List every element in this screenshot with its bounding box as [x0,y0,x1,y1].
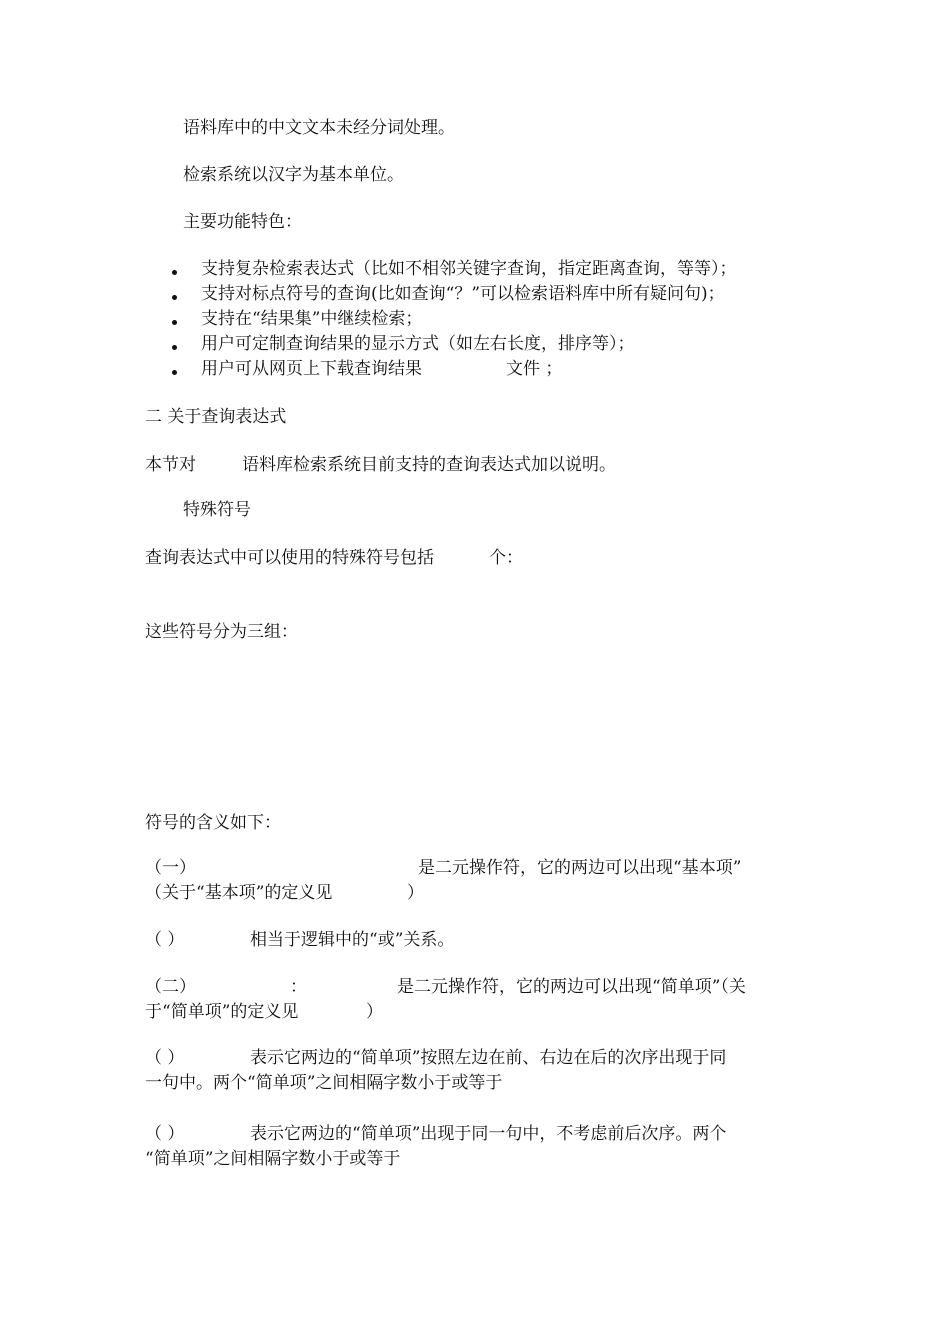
definition-4-line2: 一句中。两个“简单项”之间相隔字数小于或等于 [145,1073,503,1093]
bullet-icon [172,370,177,375]
definition-1-text: 是二元操作符，它的两边可以出现“基本项” [418,858,742,878]
feature-item: 用户可定制查询结果的显示方式（如左右长度，排序等）； [201,334,635,354]
definition-3-colon: ： [290,977,307,997]
definition-1-line2-close: ） [407,883,424,903]
bullet-icon [172,270,177,275]
bullet-icon [172,345,177,350]
feature-item: 用户可从网页上下载查询结果 [201,359,422,379]
definition-2-label: （ ） [145,930,185,950]
special-symbols-count-suffix: 个： [489,548,523,568]
definition-4-text: 表示它两边的“简单项”按照左边在前、右边在后的次序出现于同 [250,1048,727,1068]
definition-3-line2: 于“简单项”的定义见 [145,1002,299,1022]
definition-3-label: （二） [145,977,196,997]
definition-4-label: （ ） [145,1048,185,1068]
definition-5-text: 表示它两边的“简单项”出现于同一句中，不考虑前后次序。两个 [250,1124,727,1144]
definition-1-label: （一） [145,858,196,878]
feature-item: 支持复杂检索表达式（比如不相邻关键字查询，指定距离查询，等等）； [201,259,737,279]
definition-3-text: 是二元操作符，它的两边可以出现“简单项”（关 [397,977,746,997]
section-intro: 语料库检索系统目前支持的查询表达式加以说明。 [242,455,616,475]
feature-item-suffix: 文件 ； [506,359,563,379]
definition-1-line2: （关于“基本项”的定义见 [145,883,333,903]
bullet-icon [172,295,177,300]
features-heading: 主要功能特色： [183,212,302,232]
bullet-icon [172,320,177,325]
special-symbols-heading: 特殊符号 [183,500,251,520]
feature-item: 支持对标点符号的查询(比如查询“？”可以检索语料库中所有疑问句)； [201,284,725,304]
section-title: 二 关于查询表达式 [145,407,287,427]
section-intro-prefix: 本节对 [145,455,196,475]
symbol-groups-text: 这些符号分为三组： [145,622,298,642]
intro-line-2: 检索系统以汉字为基本单位。 [183,165,404,185]
symbol-meaning-heading: 符号的含义如下： [145,813,281,833]
definition-5-label: （ ） [145,1124,185,1144]
intro-line-1: 语料库中的中文文本未经分词处理。 [183,118,455,138]
definition-3-line2-close: ） [366,1002,383,1022]
definition-2-text: 相当于逻辑中的“或”关系。 [250,930,455,950]
definition-5-line2: “简单项”之间相隔字数小于或等于 [145,1149,401,1169]
special-symbols-count-text: 查询表达式中可以使用的特殊符号包括 [145,548,434,568]
feature-item: 支持在“结果集”中继续检索； [201,309,423,329]
